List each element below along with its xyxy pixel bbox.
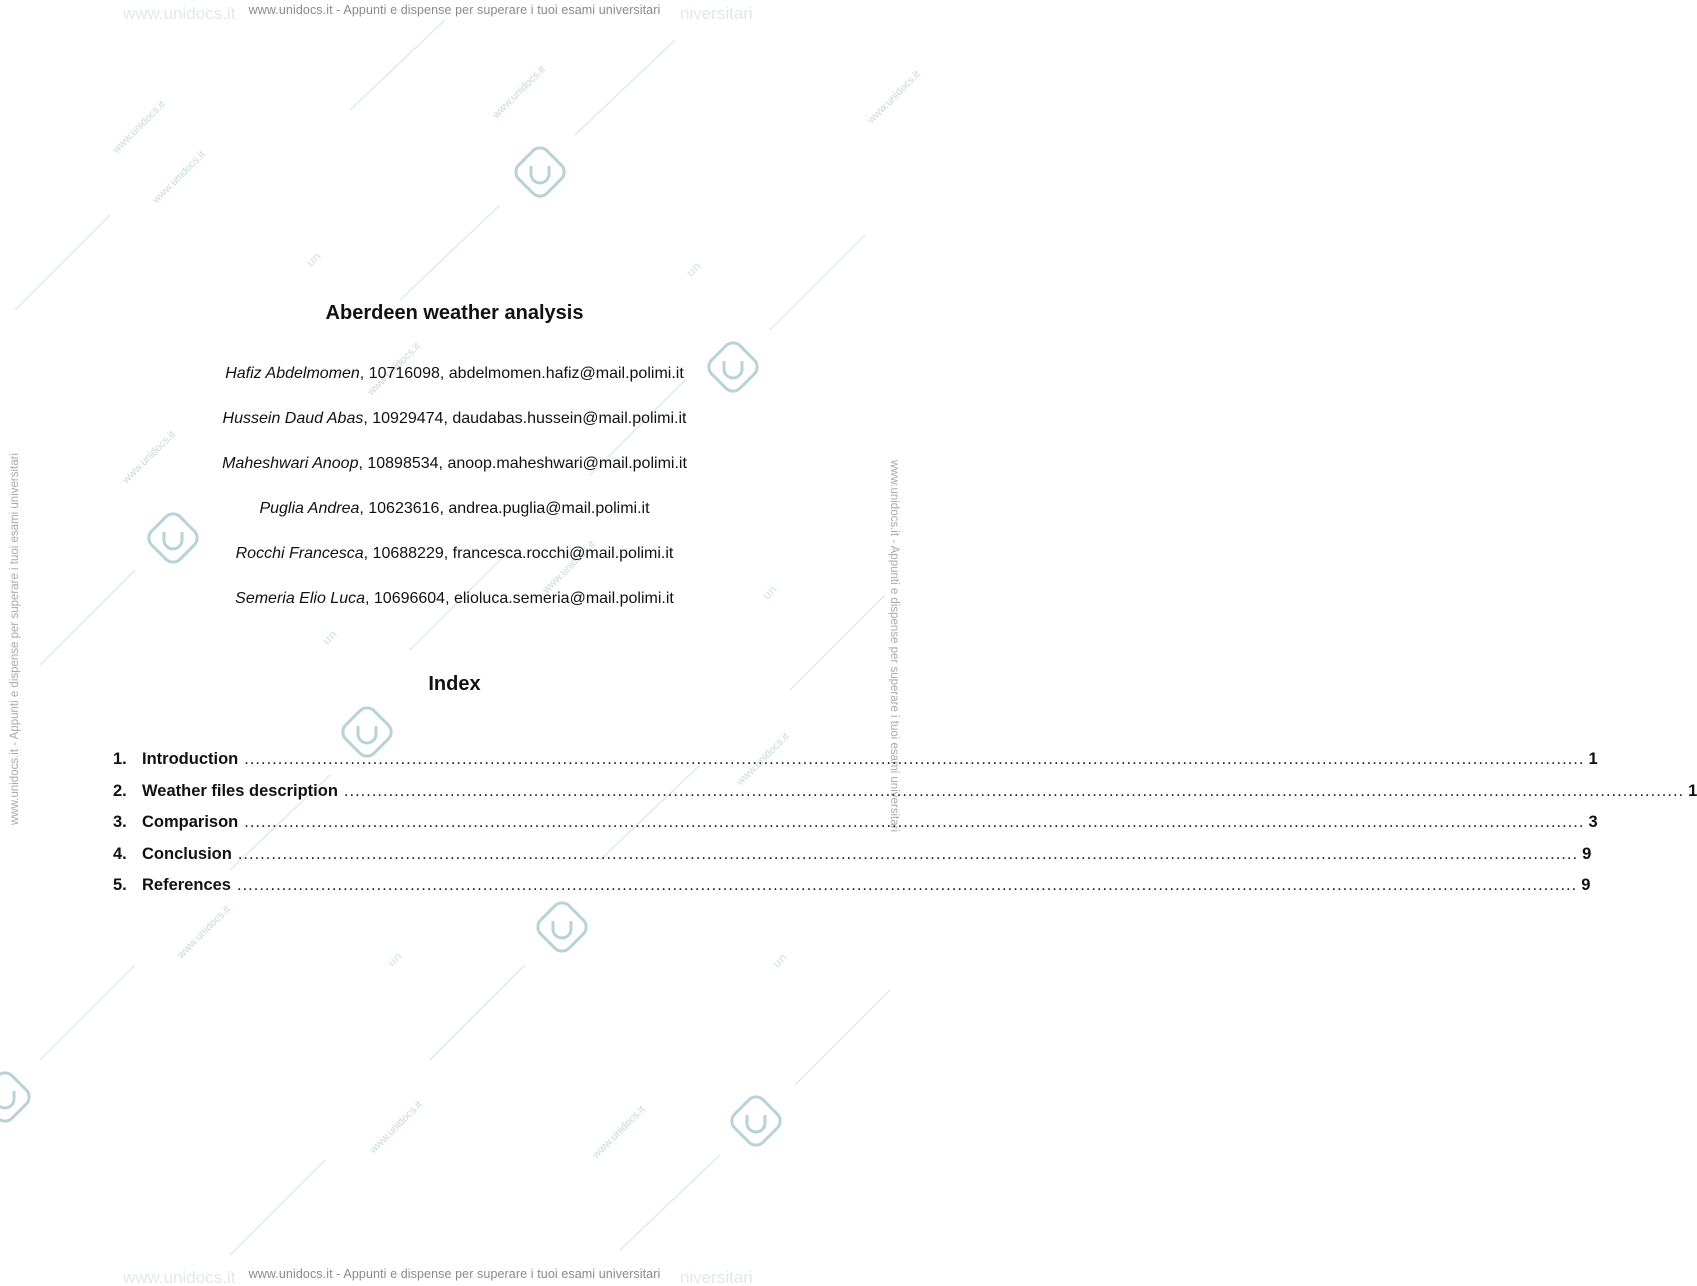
toc-entry bbox=[113, 844, 1592, 877]
toc-number: 5. bbox=[113, 876, 127, 894]
index-heading: Index bbox=[428, 673, 481, 695]
svg-text:un: un bbox=[319, 627, 340, 648]
document-title: Aberdeen weather analysis bbox=[325, 302, 584, 324]
author-name: Rocchi Francesca bbox=[235, 545, 364, 562]
author-line bbox=[0, 362, 909, 407]
toc-label: References bbox=[142, 876, 231, 894]
author-line bbox=[0, 587, 909, 632]
author-line bbox=[0, 542, 909, 587]
toc-label: Weather files description bbox=[142, 781, 338, 800]
table-of-contents bbox=[113, 750, 1697, 908]
author-name: Maheshwari Anoop bbox=[222, 455, 359, 472]
svg-text:www.unidocs.it: www.unidocs.it bbox=[865, 68, 923, 127]
svg-text:www.unidocs.it: www.unidocs.it bbox=[175, 903, 233, 962]
toc-page-number: 9 bbox=[1582, 844, 1592, 863]
author-info: , 10898534, anoop.maheshwari@mail.polimi.it bbox=[358, 455, 687, 472]
toc-number: 3. bbox=[113, 813, 127, 831]
svg-text:www.unidocs.it: www.unidocs.it bbox=[123, 1268, 236, 1286]
author-name: Puglia Andrea bbox=[259, 500, 360, 517]
watermark-banner-bottom: www.unidocs.it - Appunti e dispense per superare i tuoi esami universitari bbox=[248, 1267, 661, 1281]
svg-text:un: un bbox=[303, 249, 324, 270]
svg-text:un: un bbox=[759, 582, 780, 603]
toc-entry bbox=[113, 781, 1697, 814]
toc-leader-dots bbox=[344, 782, 1684, 801]
author-info: , 10716098, abdelmomen.hafiz@mail.polimi.it bbox=[359, 365, 684, 382]
author-info: , 10929474, daudabas.hussein@mail.polimi.it bbox=[363, 410, 687, 427]
author-line bbox=[0, 497, 909, 542]
svg-text:niversitari: niversitari bbox=[680, 4, 753, 23]
toc-page-number: 1 bbox=[1588, 750, 1598, 768]
svg-text:www.unidocs.it: www.unidocs.it bbox=[540, 538, 598, 597]
watermark-side-left: www.unidocs.it - Appunti e dispense per superare i tuoi esami universitari bbox=[9, 452, 21, 826]
toc-leader-dots bbox=[238, 845, 1578, 864]
svg-text:www.unidocs.it: www.unidocs.it bbox=[110, 98, 168, 157]
toc-page-number: 1 bbox=[1688, 781, 1697, 800]
author-info: , 10623616, andrea.puglia@mail.polimi.it bbox=[359, 500, 650, 517]
toc-entry bbox=[113, 813, 1598, 845]
author-info: , 10696604, elioluca.semeria@mail.polimi.it bbox=[365, 590, 674, 607]
toc-label: Comparison bbox=[142, 813, 239, 831]
toc-leader-dots bbox=[244, 750, 1584, 769]
author-name: Hafiz Abdelmomen bbox=[225, 365, 360, 382]
svg-text:un: un bbox=[769, 950, 790, 971]
svg-text:www.unidocs.it: www.unidocs.it bbox=[365, 340, 423, 399]
author-name: Hussein Daud Abas bbox=[222, 410, 364, 427]
author-list bbox=[0, 362, 909, 632]
watermark-banner-top: www.unidocs.it - Appunti e dispense per superare i tuoi esami universitari bbox=[248, 3, 661, 17]
toc-label: Conclusion bbox=[142, 844, 232, 863]
svg-text:un: un bbox=[683, 259, 704, 280]
toc-entry bbox=[113, 876, 1591, 908]
toc-entry bbox=[113, 750, 1598, 782]
toc-leader-dots bbox=[237, 876, 1577, 895]
author-info: , 10688229, francesca.rocchi@mail.polimi.it bbox=[363, 545, 674, 562]
watermark-side-right: www.unidocs.it - Appunti e dispense per superare i tuoi esami universitari bbox=[888, 459, 900, 833]
svg-text:www.unidocs.it: www.unidocs.it bbox=[734, 730, 792, 789]
toc-number: 4. bbox=[113, 844, 127, 863]
toc-label: Introduction bbox=[142, 750, 239, 768]
toc-leader-dots bbox=[244, 813, 1584, 832]
svg-text:www.unidocs.it: www.unidocs.it bbox=[367, 1098, 425, 1157]
svg-text:niversitari: niversitari bbox=[680, 1268, 753, 1286]
toc-page-number: 9 bbox=[1581, 876, 1591, 894]
author-line bbox=[0, 407, 909, 452]
svg-text:www.unidocs.it: www.unidocs.it bbox=[120, 428, 178, 487]
author-line bbox=[0, 452, 909, 497]
svg-text:www.unidocs.it: www.unidocs.it bbox=[590, 1103, 648, 1162]
svg-text:www.unidocs.it: www.unidocs.it bbox=[123, 4, 236, 23]
svg-text:un: un bbox=[384, 949, 405, 970]
toc-number: 2. bbox=[113, 781, 127, 800]
author-name: Semeria Elio Luca bbox=[235, 590, 365, 607]
toc-page-number: 3 bbox=[1588, 813, 1598, 831]
svg-text:www.unidocs.it: www.unidocs.it bbox=[150, 148, 208, 207]
svg-text:www.unidocs.it: www.unidocs.it bbox=[490, 63, 548, 122]
toc-number: 1. bbox=[113, 750, 127, 768]
